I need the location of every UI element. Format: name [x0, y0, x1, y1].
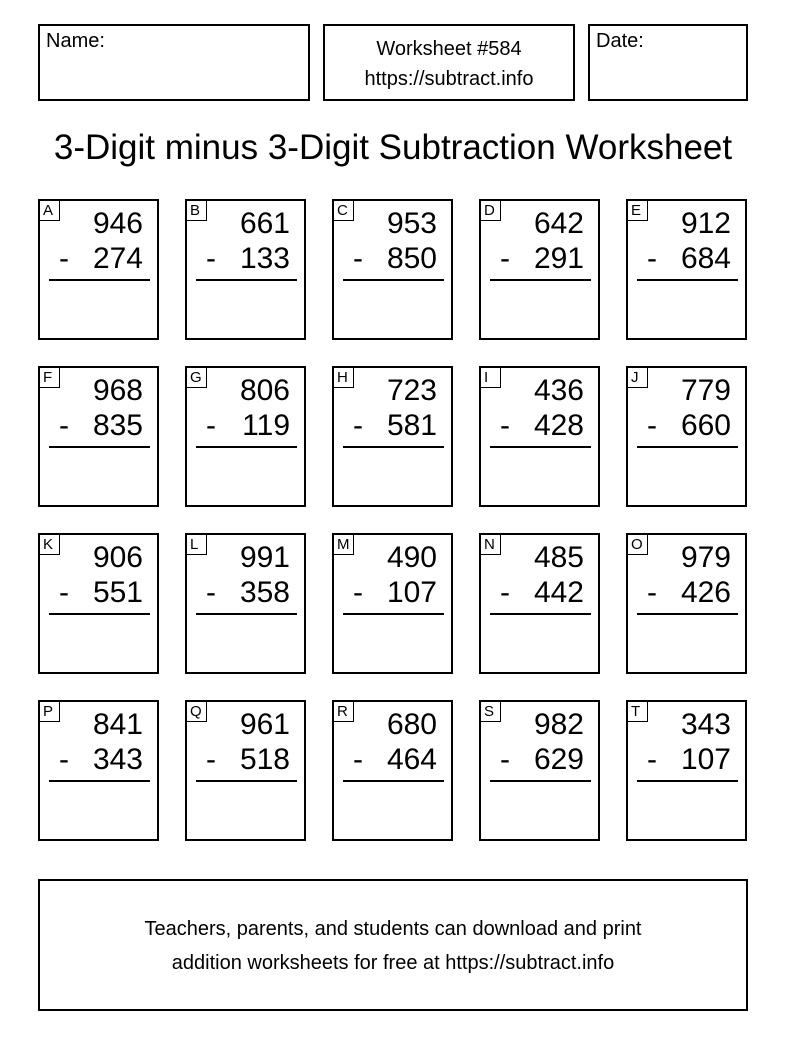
problem-letter: L [186, 534, 207, 555]
problem-card[interactable] [185, 533, 306, 674]
problem-letter: E [627, 200, 648, 221]
subtrahend: 684 [680, 242, 731, 275]
subtrahend: 358 [239, 576, 290, 609]
minus-sign: - [647, 242, 657, 275]
problem-card[interactable] [479, 366, 600, 507]
minus-sign: - [647, 409, 657, 442]
minuend: 806 [239, 374, 290, 407]
footer-line-1: Teachers, parents, and students can download and print [144, 918, 642, 940]
minuend: 979 [680, 541, 731, 574]
problem-letter: R [333, 701, 354, 722]
minus-sign: - [206, 743, 216, 776]
minus-sign: - [59, 743, 69, 776]
footer-box [38, 879, 748, 1011]
problem-letter: S [480, 701, 501, 722]
minuend: 642 [533, 207, 584, 240]
problem-letter: G [186, 367, 207, 388]
answer-line [196, 613, 297, 615]
subtrahend: 835 [92, 409, 143, 442]
problem-letter: H [333, 367, 354, 388]
answer-line [637, 613, 738, 615]
problem-card[interactable] [38, 700, 159, 841]
subtrahend: 442 [533, 576, 584, 609]
worksheet-url: https://subtract.info [364, 68, 534, 90]
minuend: 912 [680, 207, 731, 240]
answer-line [343, 780, 444, 782]
problem-letter: M [333, 534, 354, 555]
answer-line [196, 446, 297, 448]
answer-line [637, 279, 738, 281]
minus-sign: - [500, 743, 510, 776]
subtrahend: 551 [92, 576, 143, 609]
minuend: 436 [533, 374, 584, 407]
minus-sign: - [647, 743, 657, 776]
problem-letter: C [333, 200, 354, 221]
problem-letter: T [627, 701, 648, 722]
minus-sign: - [206, 576, 216, 609]
name-label: Name: [46, 30, 105, 52]
problem-letter: I [480, 367, 501, 388]
minus-sign: - [500, 242, 510, 275]
subtrahend: 274 [92, 242, 143, 275]
answer-line [343, 279, 444, 281]
worksheet-info-box [323, 24, 575, 101]
minuend: 906 [92, 541, 143, 574]
minuend: 961 [239, 708, 290, 741]
minus-sign: - [206, 409, 216, 442]
minuend: 946 [92, 207, 143, 240]
subtrahend: 518 [239, 743, 290, 776]
problem-card[interactable] [38, 366, 159, 507]
answer-line [490, 780, 591, 782]
subtrahend: 133 [239, 242, 290, 275]
worksheet-title: 3-Digit minus 3-Digit Subtraction Worksheet [53, 128, 733, 167]
minuend: 723 [386, 374, 437, 407]
problem-card[interactable] [479, 700, 600, 841]
problem-letter: J [627, 367, 648, 388]
minuend: 343 [680, 708, 731, 741]
problem-card[interactable] [332, 533, 453, 674]
subtrahend: 119 [242, 409, 290, 442]
answer-line [49, 446, 150, 448]
minus-sign: - [647, 576, 657, 609]
minus-sign: - [500, 576, 510, 609]
problem-card[interactable] [185, 199, 306, 340]
problem-letter: N [480, 534, 501, 555]
subtrahend: 660 [680, 409, 731, 442]
minuend: 841 [92, 708, 143, 741]
problem-card[interactable] [38, 199, 159, 340]
date-field-box[interactable] [588, 24, 748, 101]
minuend: 490 [386, 541, 437, 574]
problem-card[interactable] [332, 199, 453, 340]
problem-letter: F [39, 367, 60, 388]
problem-card[interactable] [626, 700, 747, 841]
problem-letter: Q [186, 701, 207, 722]
problem-card[interactable] [479, 199, 600, 340]
minuend: 680 [386, 708, 437, 741]
subtrahend: 850 [386, 242, 437, 275]
problem-letter: D [480, 200, 501, 221]
subtrahend: 107 [680, 743, 731, 776]
answer-line [490, 613, 591, 615]
answer-line [343, 446, 444, 448]
problem-card[interactable] [626, 199, 747, 340]
subtrahend: 428 [533, 409, 584, 442]
minus-sign: - [59, 409, 69, 442]
name-field-box[interactable] [38, 24, 310, 101]
minuend: 953 [386, 207, 437, 240]
minus-sign: - [353, 576, 363, 609]
subtrahend: 107 [386, 576, 437, 609]
minus-sign: - [59, 242, 69, 275]
answer-line [490, 279, 591, 281]
problem-card[interactable] [479, 533, 600, 674]
minuend: 485 [533, 541, 584, 574]
minuend: 661 [239, 207, 290, 240]
problem-card[interactable] [332, 700, 453, 841]
answer-line [637, 780, 738, 782]
minus-sign: - [353, 242, 363, 275]
minuend: 968 [92, 374, 143, 407]
minus-sign: - [353, 409, 363, 442]
subtrahend: 291 [533, 242, 584, 275]
answer-line [49, 613, 150, 615]
minus-sign: - [500, 409, 510, 442]
minus-sign: - [59, 576, 69, 609]
answer-line [49, 279, 150, 281]
answer-line [343, 613, 444, 615]
footer-line-2: addition worksheets for free at https://subtract.info [171, 952, 615, 974]
minus-sign: - [353, 743, 363, 776]
minuend: 991 [239, 541, 290, 574]
answer-line [490, 446, 591, 448]
minuend: 982 [533, 708, 584, 741]
problem-card[interactable] [185, 366, 306, 507]
subtrahend: 343 [92, 743, 143, 776]
answer-line [49, 780, 150, 782]
problem-card[interactable] [185, 700, 306, 841]
problem-card[interactable] [332, 366, 453, 507]
subtrahend: 581 [386, 409, 437, 442]
subtrahend: 464 [386, 743, 437, 776]
worksheet-number: Worksheet #584 [376, 38, 522, 60]
problem-letter: P [39, 701, 60, 722]
answer-line [196, 279, 297, 281]
problem-letter: O [627, 534, 648, 555]
subtrahend: 426 [680, 576, 731, 609]
problem-letter: B [186, 200, 207, 221]
subtrahend: 629 [533, 743, 584, 776]
date-label: Date: [596, 30, 644, 52]
problem-card[interactable] [38, 533, 159, 674]
problem-letter: A [39, 200, 60, 221]
problem-card[interactable] [626, 366, 747, 507]
problem-letter: K [39, 534, 60, 555]
problem-card[interactable] [626, 533, 747, 674]
answer-line [637, 446, 738, 448]
minuend: 779 [680, 374, 731, 407]
answer-line [196, 780, 297, 782]
minus-sign: - [206, 242, 216, 275]
